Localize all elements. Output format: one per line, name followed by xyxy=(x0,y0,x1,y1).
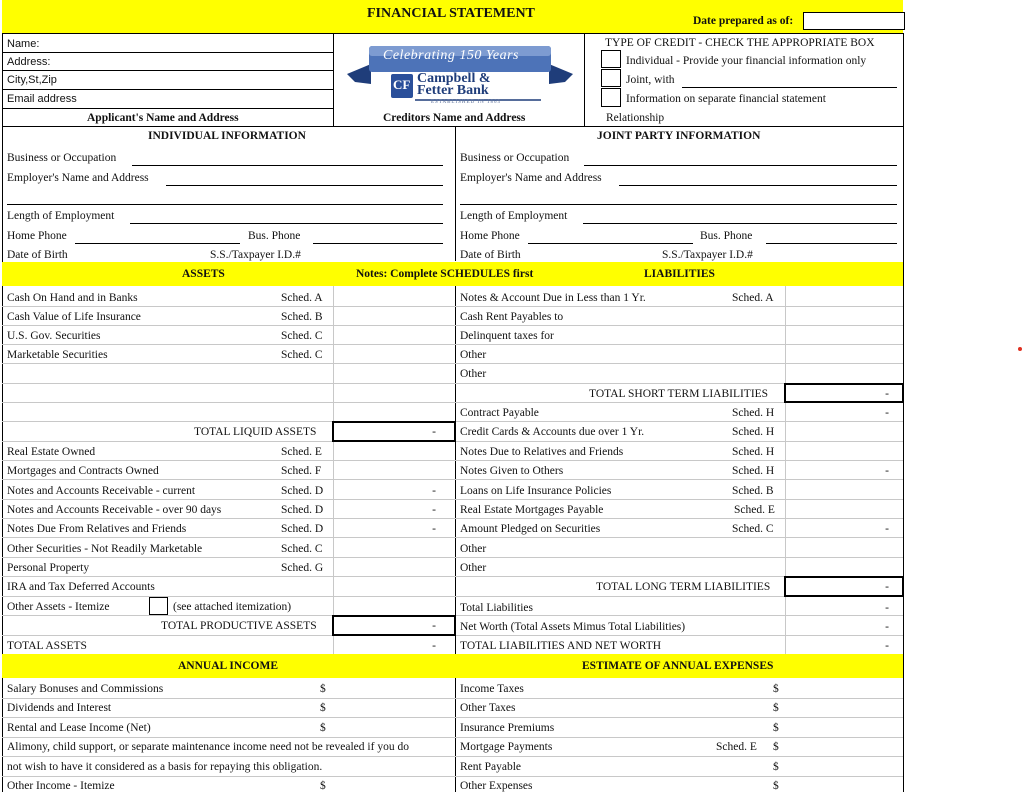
income-center-divider xyxy=(455,678,456,792)
total-long-term-value: - xyxy=(885,581,889,593)
income-currency: $ xyxy=(320,683,326,695)
expense-currency: $ xyxy=(773,741,779,753)
asset-label: Marketable Securities xyxy=(7,349,108,361)
liability-label: Credit Cards & Accounts due over 1 Yr. xyxy=(460,426,645,438)
liability-sched: Sched. H xyxy=(732,446,775,458)
logo-bank-name-1: Campbell & xyxy=(417,71,491,86)
asset-sched: Sched. G xyxy=(281,562,324,574)
income-currency: $ xyxy=(320,722,326,734)
assets-heading: ASSETS xyxy=(182,268,225,280)
liability-sched: Sched. C xyxy=(732,523,774,535)
expense-currency: $ xyxy=(773,702,779,714)
total-long-term-label: TOTAL LONG TERM LIABILITIES xyxy=(596,581,771,593)
net-worth-label: Net Worth (Total Assets Mimus Total Liabilities) xyxy=(460,621,686,633)
ind-employer-field-2[interactable] xyxy=(7,204,443,205)
income-label: Salary Bonuses and Commissions xyxy=(7,683,164,695)
applicant-divider xyxy=(333,33,334,126)
net-worth-value: - xyxy=(885,621,889,633)
total-short-term-value: - xyxy=(885,388,889,400)
other-assets-note: (see attached itemization) xyxy=(173,601,292,613)
expense-currency: $ xyxy=(773,722,779,734)
liabilities-heading: LIABILITIES xyxy=(644,268,715,280)
applicant-email-label: Email address xyxy=(7,93,77,105)
asset-sched: Sched. F xyxy=(281,465,322,477)
margin-marker-dot xyxy=(1018,347,1022,351)
asset-label: Notes and Accounts Receivable - current xyxy=(7,485,196,497)
frame-left xyxy=(2,33,3,792)
joint-home-phone-field[interactable] xyxy=(528,243,693,244)
asset-label: Real Estate Owned xyxy=(7,446,96,458)
individual-heading: INDIVIDUAL INFORMATION xyxy=(148,130,306,142)
liability-label: Cash Rent Payables to xyxy=(460,311,564,323)
annual-expenses-heading: ESTIMATE OF ANNUAL EXPENSES xyxy=(582,660,774,672)
total-productive-assets-value: - xyxy=(432,620,436,632)
expense-currency: $ xyxy=(773,683,779,695)
liability-label: Contract Payable xyxy=(460,407,539,419)
date-prepared-label: Date prepared as of: xyxy=(693,15,794,27)
asset-sched: Sched. E xyxy=(281,446,322,458)
liability-label: Delinquent taxes for xyxy=(460,330,554,342)
total-liabilities-label: Total Liabilities xyxy=(460,602,533,614)
frame-right xyxy=(903,33,904,792)
alimony-notice-line-1: Alimony, child support, or separate maintenance income need not be revealed if you do xyxy=(7,741,409,753)
asset-label: IRA and Tax Deferred Accounts xyxy=(7,581,155,593)
ind-business-label: Business or Occupation xyxy=(7,152,117,164)
liability-value: - xyxy=(885,465,889,477)
other-assets-label: Other Assets - Itemize xyxy=(7,601,110,613)
balance-center-divider xyxy=(455,286,456,654)
ind-home-phone-field[interactable] xyxy=(75,243,240,244)
liability-label: Notes & Account Due in Less than 1 Yr. xyxy=(460,292,646,304)
expense-label: Other Taxes xyxy=(460,702,516,714)
ind-length-field[interactable] xyxy=(130,223,443,224)
alimony-notice xyxy=(7,740,454,756)
income-label: Rental and Lease Income (Net) xyxy=(7,722,151,734)
applicant-name-label: Name: xyxy=(7,38,40,50)
bank-logo xyxy=(345,40,575,110)
logo-established: ESTABLISHED IN 1863 xyxy=(431,100,501,105)
credit-joint-label: Joint, with xyxy=(626,74,675,86)
credit-separate-label: Information on separate financial statement xyxy=(626,93,826,105)
schedules-note: Notes: Complete SCHEDULES first xyxy=(356,268,534,280)
expense-label: Insurance Premiums xyxy=(460,722,555,734)
liability-sched: Sched. E xyxy=(734,504,775,516)
liability-sched: Sched. H xyxy=(732,407,775,419)
expense-currency: $ xyxy=(773,761,779,773)
joint-employer-field[interactable] xyxy=(619,185,897,186)
liability-label: Real Estate Mortgages Payable xyxy=(460,504,604,516)
asset-sched: Sched. D xyxy=(281,504,324,516)
asset-label: Personal Property xyxy=(7,562,90,574)
expense-label: Mortgage Payments xyxy=(460,741,553,753)
asset-label: Other Securities - Not Readily Marketable xyxy=(7,543,203,555)
liability-label: Other xyxy=(460,368,487,380)
expense-sched: Sched. E xyxy=(716,741,757,753)
credit-separate-checkbox[interactable] xyxy=(601,88,621,107)
total-liabilities-net-worth-value: - xyxy=(885,640,889,652)
income-currency: $ xyxy=(320,702,326,714)
liability-value: - xyxy=(885,523,889,535)
income-label: Dividends and Interest xyxy=(7,702,112,714)
total-assets-value: - xyxy=(432,640,436,652)
expense-label: Rent Payable xyxy=(460,761,521,773)
ind-ssn-label: S.S./Taxpayer I.D.# xyxy=(210,249,301,261)
liability-label: Notes Due to Relatives and Friends xyxy=(460,446,624,458)
asset-sched: Sched. D xyxy=(281,485,324,497)
asset-label: Notes Due From Relatives and Friends xyxy=(7,523,187,535)
info-center-divider xyxy=(455,126,456,261)
ind-home-phone-label: Home Phone xyxy=(7,230,67,242)
credit-individual-label: Individual - Provide your financial information only xyxy=(626,55,867,67)
logo-monogram: CF xyxy=(393,77,411,92)
asset-label: U.S. Gov. Securities xyxy=(7,330,101,342)
liab-value-col-line xyxy=(785,286,786,654)
liability-value: - xyxy=(885,407,889,419)
credit-type-title: TYPE OF CREDIT - CHECK THE APPROPRIATE BOX xyxy=(605,37,875,49)
applicant-address-field[interactable] xyxy=(2,70,333,71)
applicant-city-field[interactable] xyxy=(2,89,333,90)
ind-employer-label: Employer's Name and Address xyxy=(7,172,149,184)
applicant-city-label: City,St,Zip xyxy=(7,74,57,86)
logo-bank-name-2: Fetter Bank xyxy=(417,83,489,98)
logo-banner-text: Celebrating 150 Years xyxy=(383,48,519,63)
applicant-name-field[interactable] xyxy=(2,52,333,53)
asset-sched: Sched. D xyxy=(281,523,324,535)
asset-label: Cash Value of Life Insurance xyxy=(7,311,141,323)
annual-income-heading: ANNUAL INCOME xyxy=(178,660,278,672)
joint-employer-label: Employer's Name and Address xyxy=(460,172,602,184)
asset-sched: Sched. B xyxy=(281,311,323,323)
joint-business-label: Business or Occupation xyxy=(460,152,570,164)
joint-bus-phone-field[interactable] xyxy=(766,243,897,244)
joint-employer-field-2[interactable] xyxy=(460,204,897,205)
asset-value: - xyxy=(432,523,436,535)
alimony-notice-line-2: not wish to have it considered as a basis for repaying this obligation. xyxy=(7,761,323,773)
credit-individual-checkbox[interactable] xyxy=(601,50,621,68)
asset-sched: Sched. C xyxy=(281,349,323,361)
joint-dob-label: Date of Birth xyxy=(460,249,521,261)
liability-label: Other xyxy=(460,562,487,574)
ind-dob-label: Date of Birth xyxy=(7,249,68,261)
asset-sched: Sched. C xyxy=(281,543,323,555)
other-income-currency: $ xyxy=(320,780,326,792)
joint-ssn-label: S.S./Taxpayer I.D.# xyxy=(662,249,753,261)
date-prepared-input[interactable] xyxy=(803,12,905,30)
liability-label: Other xyxy=(460,349,487,361)
ind-bus-phone-field[interactable] xyxy=(313,243,443,244)
asset-label: Notes and Accounts Receivable - over 90 days xyxy=(7,504,222,516)
page-title: FINANCIAL STATEMENT xyxy=(367,6,535,21)
total-liabilities-net-worth-label: TOTAL LIABILITIES AND NET WORTH xyxy=(460,640,662,652)
joint-home-phone-label: Home Phone xyxy=(460,230,520,242)
ind-length-label: Length of Employment xyxy=(7,210,115,222)
liability-label: Notes Given to Others xyxy=(460,465,564,477)
total-liabilities-value: - xyxy=(885,602,889,614)
asset-label: Cash On Hand and in Banks xyxy=(7,292,138,304)
other-assets-checkbox[interactable] xyxy=(149,597,168,615)
asset-value: - xyxy=(432,504,436,516)
asset-sched: Sched. C xyxy=(281,330,323,342)
applicant-email-field[interactable] xyxy=(2,108,333,109)
ind-bus-phone-label: Bus. Phone xyxy=(248,230,301,242)
liability-sched: Sched. H xyxy=(732,426,775,438)
joint-length-label: Length of Employment xyxy=(460,210,568,222)
credit-joint-checkbox[interactable] xyxy=(601,69,621,87)
liability-sched: Sched. A xyxy=(732,292,774,304)
frame-top xyxy=(2,33,903,34)
creditors-divider xyxy=(584,33,585,126)
asset-value-col-line xyxy=(333,286,334,654)
applicant-caption: Applicant's Name and Address xyxy=(87,112,239,124)
asset-value: - xyxy=(432,485,436,497)
liability-label: Loans on Life Insurance Policies xyxy=(460,485,612,497)
applicant-address-label: Address: xyxy=(7,56,51,68)
expense-label: Income Taxes xyxy=(460,683,524,695)
total-productive-assets-cell[interactable] xyxy=(332,615,456,636)
liability-label: Amount Pledged on Securities xyxy=(460,523,601,535)
total-liquid-assets-value: - xyxy=(432,426,436,438)
credit-joint-field[interactable] xyxy=(682,87,897,88)
asset-label: Mortgages and Contracts Owned xyxy=(7,465,159,477)
liability-label: Other xyxy=(460,543,487,555)
joint-length-field[interactable] xyxy=(583,223,897,224)
joint-business-field[interactable] xyxy=(584,165,897,166)
total-liquid-assets-cell[interactable] xyxy=(332,421,456,442)
other-income-label: Other Income - Itemize xyxy=(7,780,115,792)
creditors-caption: Creditors Name and Address xyxy=(383,112,526,124)
info-top-rule xyxy=(2,126,903,127)
ind-business-field[interactable] xyxy=(132,165,443,166)
expense-label: Other Expenses xyxy=(460,780,533,792)
joint-bus-phone-label: Bus. Phone xyxy=(700,230,753,242)
joint-heading: JOINT PARTY INFORMATION xyxy=(597,130,761,142)
total-productive-assets-label: TOTAL PRODUCTIVE ASSETS xyxy=(161,620,317,632)
liability-sched: Sched. H xyxy=(732,465,775,477)
liability-sched: Sched. B xyxy=(732,485,774,497)
asset-sched: Sched. A xyxy=(281,292,323,304)
expense-currency: $ xyxy=(773,780,779,792)
total-short-term-label: TOTAL SHORT TERM LIABILITIES xyxy=(589,388,769,400)
total-assets-label: TOTAL ASSETS xyxy=(7,640,87,652)
ind-employer-field[interactable] xyxy=(166,185,443,186)
relationship-label: Relationship xyxy=(606,112,665,124)
total-liquid-assets-label: TOTAL LIQUID ASSETS xyxy=(194,426,317,438)
